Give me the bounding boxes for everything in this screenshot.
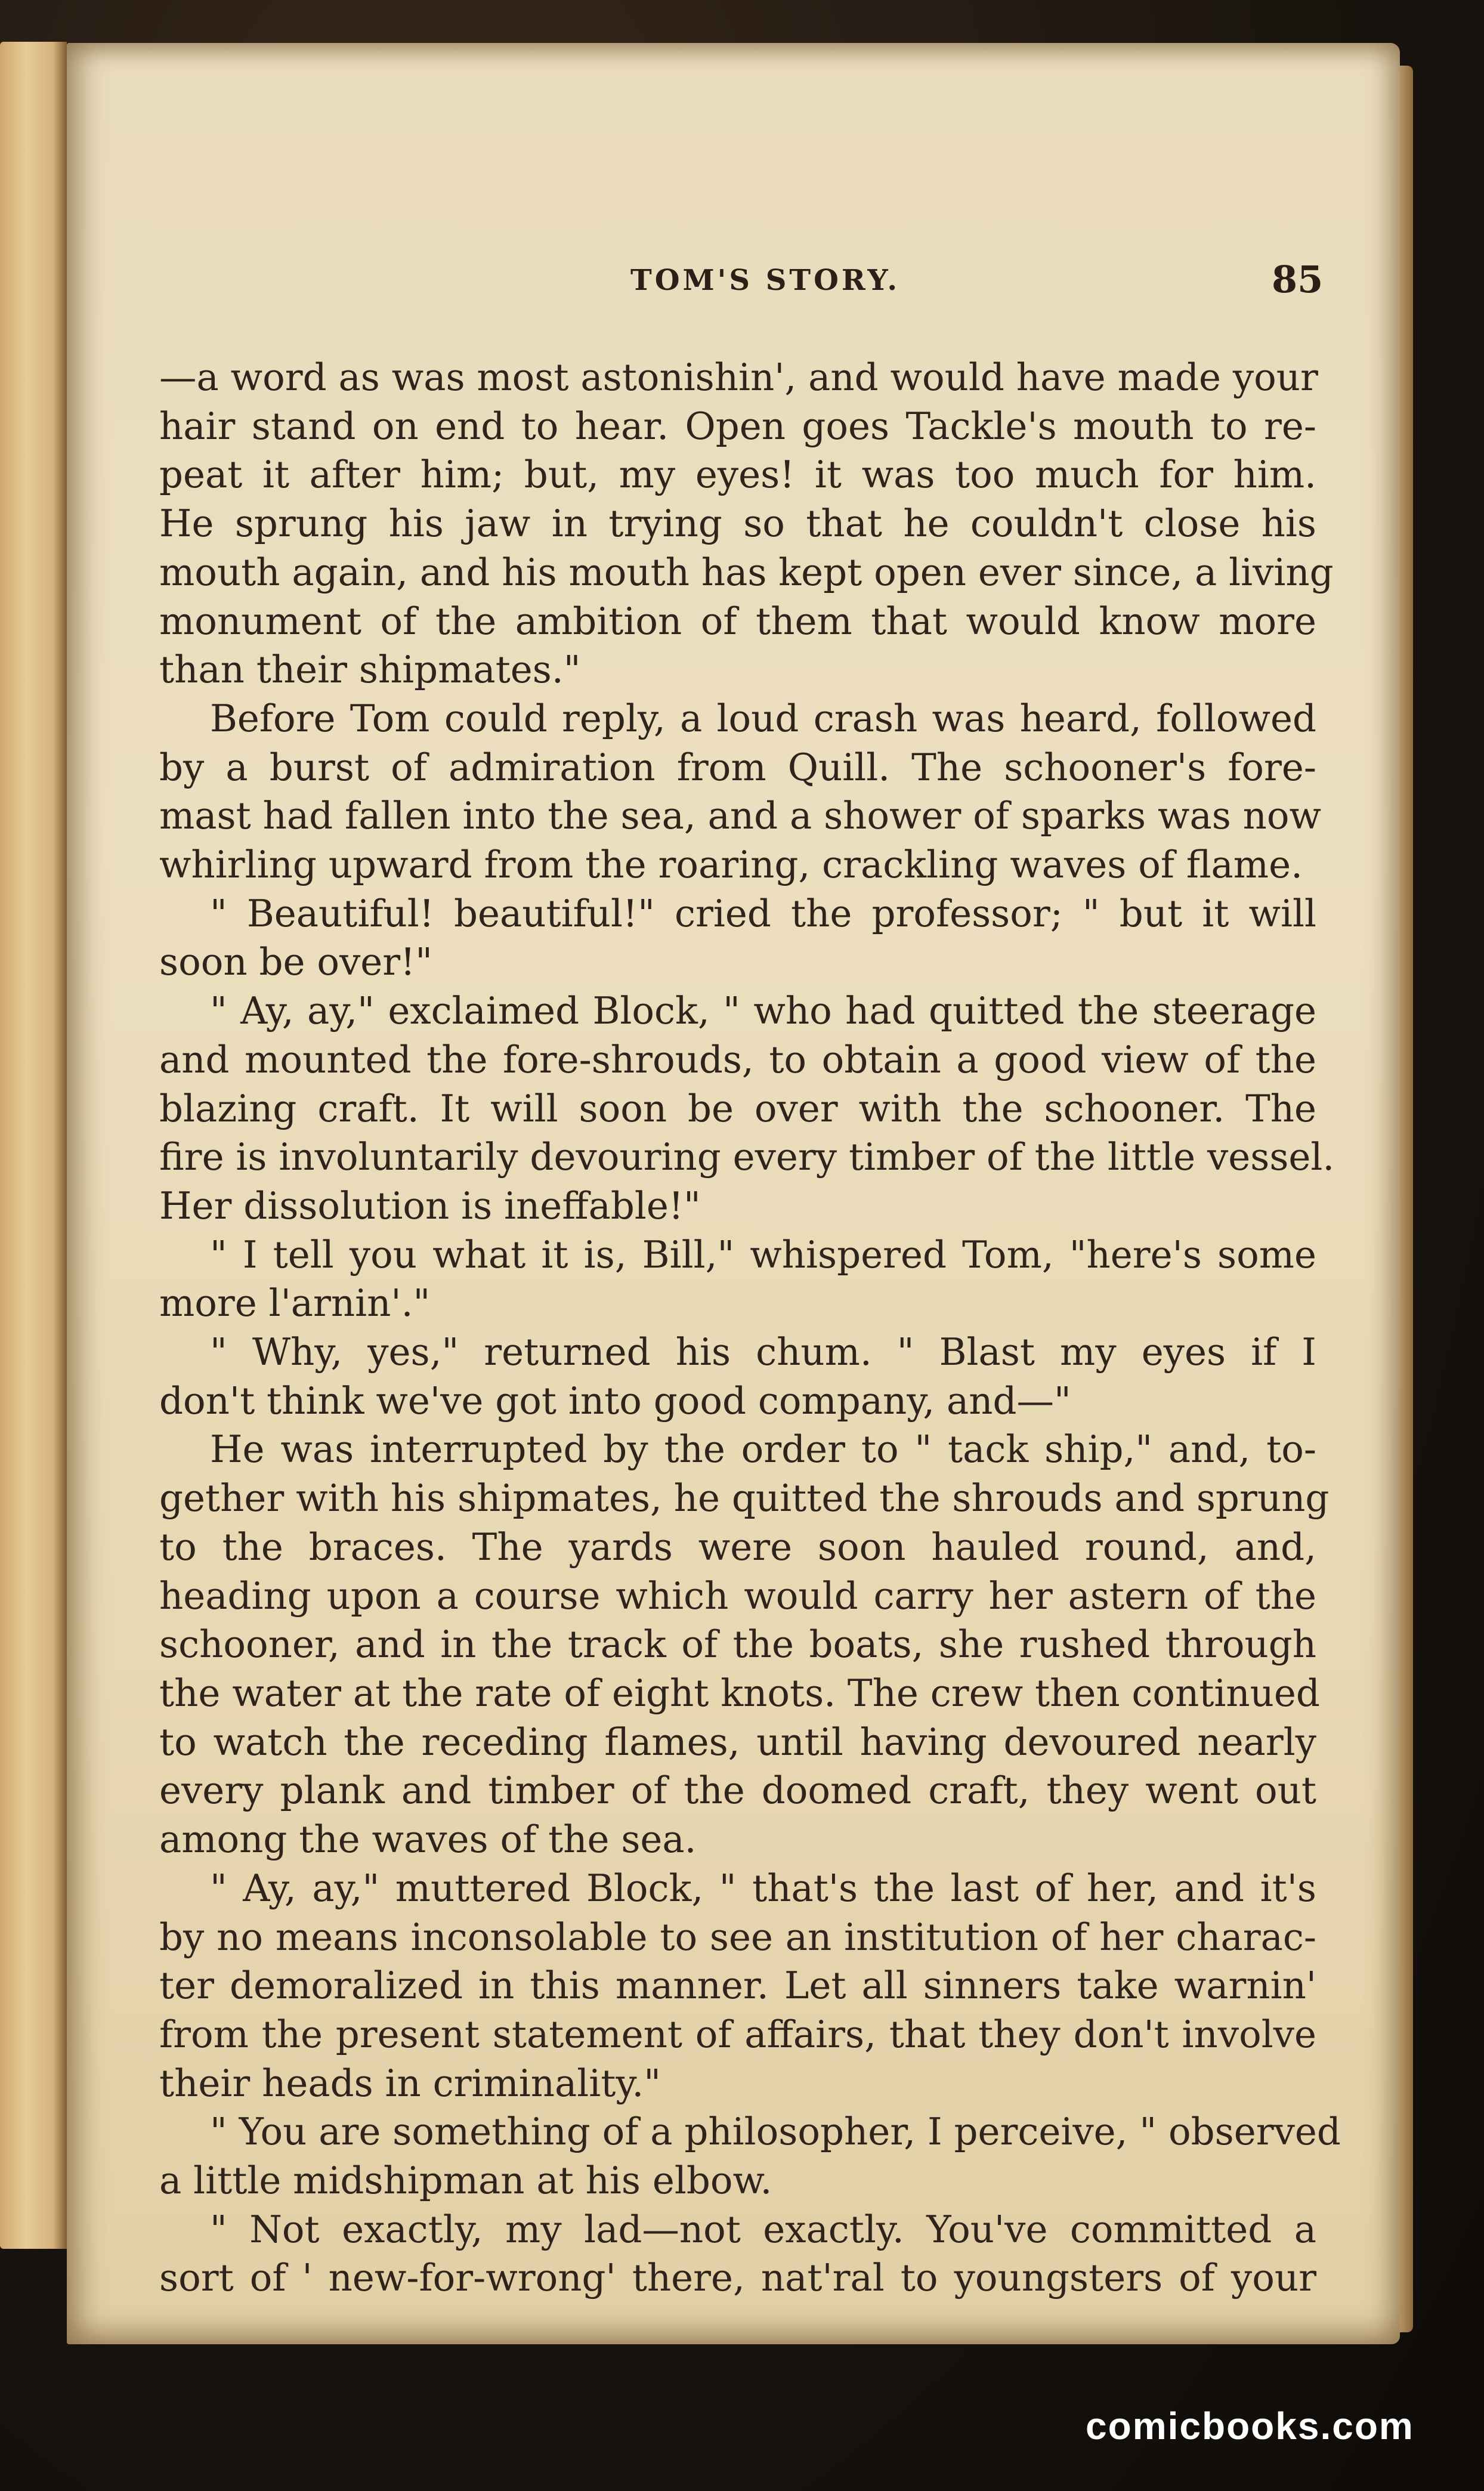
text-line: peat it after him; but, my eyes! it was too much for him. xyxy=(159,453,1316,497)
text-line: by a burst of admiration from Quill. The schooner's fore- xyxy=(159,745,1316,789)
text-line: by no means inconsolable to see an institution of her charac- xyxy=(159,1915,1316,1959)
text-line: to watch the receding flames, until having devoured nearly xyxy=(159,1720,1316,1764)
text-line: sort of ' new-for-wrong' there, nat'ral to youngsters of your xyxy=(159,2256,1316,2300)
text-line: " Ay, ay," exclaimed Block, " who had quitted the steerage xyxy=(210,989,1316,1033)
text-line: their heads in criminality." xyxy=(159,2061,661,2105)
page-header xyxy=(67,258,1400,305)
text-line: more l'arnin'." xyxy=(159,1281,431,1325)
text-line: ter demoralized in this manner. Let all sinners take warnin' xyxy=(159,1964,1316,2008)
text-line: " You are something of a philosopher, I perceive, " observed xyxy=(210,2110,1341,2154)
text-line: monument of the ambition of them that would know more xyxy=(159,599,1316,643)
text-line: —a word as was most astonishin', and would have made your xyxy=(159,356,1318,399)
text-line: from the present statement of affairs, that they don't involve xyxy=(159,2012,1316,2056)
text-line: schooner, and in the track of the boats, she rushed through xyxy=(159,1622,1316,1667)
text-line: a little midshipman at his elbow. xyxy=(159,2159,772,2203)
text-line: mouth again, and his mouth has kept open ever since, a living xyxy=(159,550,1334,594)
text-line: " Ay, ay," muttered Block, " that's the last of her, and it's xyxy=(210,1866,1316,1910)
previous-page-edge xyxy=(0,42,67,2249)
text-line: among the waves of the sea. xyxy=(159,1818,697,1862)
text-line: soon be over!" xyxy=(159,940,432,984)
text-line: He sprung his jaw in trying so that he couldn't close his xyxy=(159,502,1316,546)
text-line: don't think we've got into good company, and—" xyxy=(159,1379,1071,1423)
body-text xyxy=(159,353,1341,2303)
book-page xyxy=(67,43,1400,2344)
running-head: TOM'S STORY. xyxy=(630,264,901,297)
text-line: to the braces. The yards were soon hauled round, and, xyxy=(159,1525,1316,1569)
text-line: the water at the rate of eight knots. The crew then continued xyxy=(159,1671,1320,1715)
page-fore-edge xyxy=(1400,66,1413,2332)
text-line: He was interrupted by the order to " tack ship," and, to- xyxy=(210,1427,1316,1472)
text-line: fire is involuntarily devouring every timber of the little vessel. xyxy=(159,1135,1335,1179)
text-line: " Why, yes," returned his chum. " Blast my eyes if I xyxy=(210,1330,1316,1374)
watermark: comicbooks.com xyxy=(1086,2405,1414,2447)
text-line: whirling upward from the roaring, crackling waves of flame. xyxy=(159,843,1303,887)
page-number: 85 xyxy=(1272,258,1324,301)
text-line: blazing craft. It will soon be over with the schooner. The xyxy=(159,1086,1316,1130)
text-line: gether with his shipmates, he quitted the shrouds and sprung xyxy=(159,1476,1330,1520)
text-line: " I tell you what it is, Bill," whispered Tom, "here's some xyxy=(210,1232,1316,1277)
text-line: " Beautiful! beautiful!" cried the professor; " but it will xyxy=(210,891,1316,935)
text-line: hair stand on end to hear. Open goes Tackle's mouth to re- xyxy=(159,404,1316,448)
text-line: heading upon a course which would carry her astern of the xyxy=(159,1574,1316,1618)
text-line: and mounted the fore-shrouds, to obtain a good view of the xyxy=(159,1037,1316,1081)
text-line: every plank and timber of the doomed craft, they went out xyxy=(159,1769,1316,1813)
text-line: than their shipmates." xyxy=(159,648,581,692)
text-line: " Not exactly, my lad—not exactly. You've committed a xyxy=(210,2207,1316,2251)
text-line: mast had fallen into the sea, and a shower of sparks was now xyxy=(159,794,1322,838)
text-line: Before Tom could reply, a loud crash was heard, followed xyxy=(210,696,1316,740)
text-line: Her dissolution is ineffable!" xyxy=(159,1183,701,1228)
